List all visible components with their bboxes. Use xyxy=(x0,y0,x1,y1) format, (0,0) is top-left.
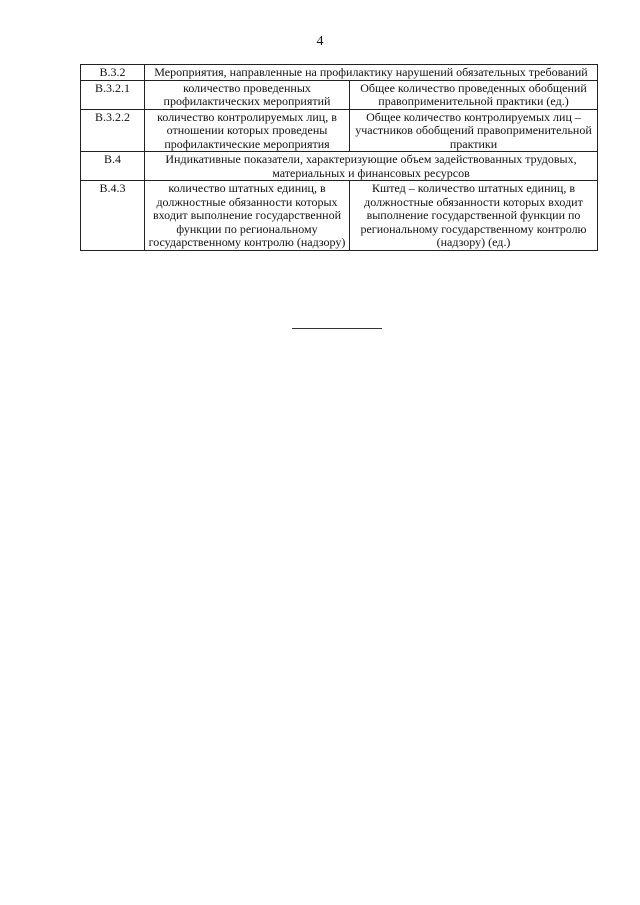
section-heading: Мероприятия, направленные на профилактику нарушений обязательных требований xyxy=(145,65,598,81)
indicator-code: В.4 xyxy=(81,152,145,181)
indicator-description: Кштед – количество штатных единиц, в должностные обязанности которых входит выполнение государственной функции по региональному государственному контролю (надзору) (ед.) xyxy=(350,181,598,251)
table-row xyxy=(81,109,598,152)
indicator-code: В.3.2 xyxy=(81,65,145,81)
table-row xyxy=(81,65,598,81)
indicator-description: Общее количество проведенных обобщений правоприменительной практики (ед.) xyxy=(350,80,598,109)
table-row xyxy=(81,181,598,251)
indicator-code: В.4.3 xyxy=(81,181,145,251)
indicator-name: количество контролируемых лиц, в отношении которых проведены профилактические мероприятия xyxy=(145,109,350,152)
indicator-code: В.3.2.2 xyxy=(81,109,145,152)
indicators-table xyxy=(80,64,598,251)
indicator-description: Общее количество контролируемых лиц – участников обобщений правоприменительной практики xyxy=(350,109,598,152)
section-heading: Индикативные показатели, характеризующие объем задействованных трудовых, материальных и финансовых ресурсов xyxy=(145,152,598,181)
page-number: 4 xyxy=(316,34,324,49)
indicator-code: В.3.2.1 xyxy=(81,80,145,109)
indicator-name: количество штатных единиц, в должностные обязанности которых входит выполнение государственной функции по региональному государственному контролю (надзору) xyxy=(145,181,350,251)
table-row xyxy=(81,152,598,181)
table-row xyxy=(81,80,598,109)
indicator-name: количество проведенных профилактических мероприятий xyxy=(145,80,350,109)
end-divider xyxy=(292,328,382,329)
